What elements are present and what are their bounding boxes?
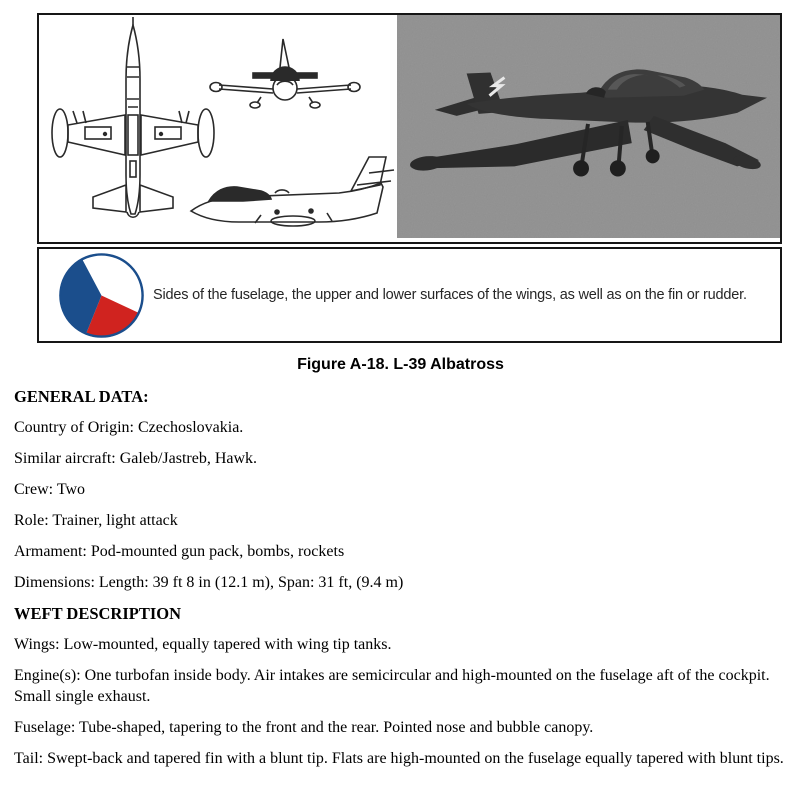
front-view (210, 39, 360, 108)
weft-engines: Engine(s): One turbofan inside body. Air intakes are semicircular and high-mounted on the fuselage aft of the cockpit. Small single exhaust. (14, 667, 770, 705)
weft-heading: WEFT DESCRIPTION (14, 604, 182, 623)
aircraft-photo-icon (397, 15, 780, 238)
marking-description: Sides of the fuselage, the upper and lower surfaces of the wings, as well as on the fin or rudder. (153, 287, 747, 303)
line-drawing-icon (39, 15, 397, 242)
aircraft-photo (397, 15, 780, 238)
field-crew: Crew: Two (14, 481, 86, 498)
general-data-heading: GENERAL DATA: (14, 387, 149, 406)
field-similar-aircraft: Similar aircraft: Galeb/Jastreb, Hawk. (14, 450, 258, 467)
weft-wings: Wings: Low-mounted, equally tapered with wing tip tanks. (14, 636, 392, 653)
field-country-of-origin: Country of Origin: Czechoslovakia. (14, 419, 244, 436)
marking-box (37, 247, 782, 343)
figure-caption: Figure A-18. L-39 Albatross (297, 356, 504, 373)
three-view-drawing (39, 15, 397, 242)
aircraft-figure-box (37, 13, 782, 244)
field-armament: Armament: Pod-mounted gun pack, bombs, rockets (14, 543, 345, 560)
side-view (191, 157, 394, 226)
document-body (14, 386, 800, 779)
plan-view (52, 17, 214, 217)
czech-flag-roundel-icon (58, 252, 145, 339)
weft-tail: Tail: Swept-back and tapered fin with a blunt tip. Flats are high-mounted on the fuselage equally tapered with blunt tips. (14, 750, 784, 767)
field-dimensions: Dimensions: Length: 39 ft 8 in (12.1 m), Span: 31 ft, (9.4 m) (14, 574, 404, 591)
weft-fuselage: Fuselage: Tube-shaped, tapering to the front and the rear. Pointed nose and bubble canopy. (14, 719, 594, 736)
field-role: Role: Trainer, light attack (14, 512, 178, 529)
